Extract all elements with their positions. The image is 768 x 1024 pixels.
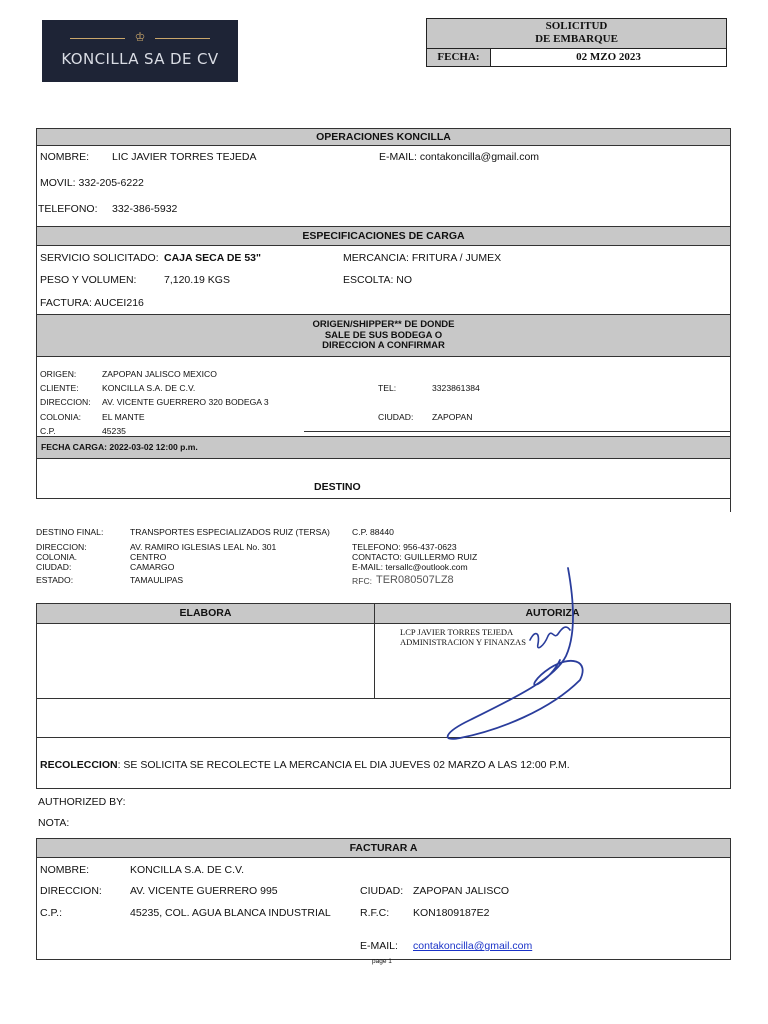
peso-label: PESO Y VOLUMEN: (40, 274, 137, 286)
signature-scribble (440, 560, 600, 750)
destino-cp: C.P. 88440 (352, 527, 394, 537)
carga-band: ESPECIFICACIONES DE CARGA (36, 226, 731, 246)
autoriza-dept: ADMINISTRACION Y FINANZAS (400, 637, 526, 647)
destino-rfc-label: RFC: (352, 576, 373, 586)
fact-rfc-value: KON1809187E2 (413, 907, 490, 919)
telefono-label: TELEFONO: (38, 203, 98, 215)
nombre-value: LIC JAVIER TORRES TEJEDA (112, 151, 257, 163)
fact-nombre-value: KONCILLA S.A. DE C.V. (130, 864, 244, 876)
facturar-left (36, 858, 37, 960)
origen-value: ZAPOPAN JALISCO MEXICO (102, 369, 217, 379)
fact-cp-value: 45235, COL. AGUA BLANCA INDUSTRIAL (130, 907, 331, 919)
movil-text: MOVIL: 332-205-6222 (40, 177, 144, 189)
mercancia-text: MERCANCIA: FRITURA / JUMEX (343, 252, 502, 264)
direccion-value: AV. VICENTE GUERRERO 320 BODEGA 3 (102, 397, 269, 407)
destino-estado-value: TAMAULIPAS (130, 575, 184, 585)
fact-email-link[interactable]: contakoncilla@gmail.com (413, 940, 533, 952)
fact-direccion-label: DIRECCION: (40, 885, 102, 897)
destino-direccion-label: DIRECCION: (36, 542, 87, 552)
firmas-rule (36, 698, 731, 699)
authorized-by: AUTHORIZED BY: (38, 796, 126, 808)
telefono-value: 332-386-5932 (112, 203, 178, 215)
destino-direccion-value: AV. RAMIRO IGLESIAS LEAL No. 301 (130, 542, 277, 552)
elabora-band: ELABORA (36, 603, 375, 624)
firmas-divider (374, 624, 375, 698)
frame-right (730, 128, 731, 460)
origen-title-line-2: SALE DE SUS BODEGA O (324, 329, 443, 341)
direccion-label: DIRECCION: (40, 397, 91, 407)
fecha-label: FECHA: (427, 49, 491, 66)
colonia-value: EL MANTE (102, 412, 145, 422)
recoleccion-body: : SE SOLICITA SE RECOLECTE LA MERCANCIA EL DIA JUEVES 02 MARZO A LAS 12:00 P.M. (117, 759, 570, 771)
recoleccion-label: RECOLECCION (40, 759, 118, 771)
destino-title: DESTINO (314, 481, 361, 493)
fact-email-label: E-MAIL: (360, 940, 398, 952)
frame-left-destino (36, 460, 37, 498)
cp-value: 45235 (102, 426, 126, 436)
autoriza-name: LCP JAVIER TORRES TEJEDA (400, 627, 514, 637)
factura-text: FACTURA: AUCEI216 (40, 297, 144, 309)
servicio-value: CAJA SECA DE 53" (164, 252, 261, 264)
origen-title-line-1: ORIGEN/SHIPPER** DE DONDE (312, 319, 455, 330)
origen-rule (304, 431, 731, 432)
autoriza-band: AUTORIZA (374, 603, 731, 624)
tel-label: TEL: (378, 383, 397, 393)
ciudad-label: CIUDAD: (378, 412, 414, 422)
page-label: page 1 (372, 958, 392, 965)
nota-label: NOTA: (38, 817, 70, 829)
document-header (426, 18, 727, 67)
recoleccion-top-rule (36, 737, 731, 738)
destino-colonia-label: COLONIA. (36, 552, 78, 562)
origen-label: ORIGEN: (40, 369, 77, 379)
frame-right-tick (730, 498, 731, 512)
fact-ciudad-value: ZAPOPAN JALISCO (413, 885, 510, 897)
colonia-label: COLONIA: (40, 412, 82, 422)
destino-final-label: DESTINO FINAL: (36, 527, 104, 537)
logo-text: KONCILLA SA DE CV (61, 50, 219, 68)
recoleccion-text (40, 759, 570, 771)
cliente-value: KONCILLA S.A. DE C.V. (102, 383, 196, 393)
frame-left (36, 128, 37, 460)
facturar-band: FACTURAR A (36, 838, 731, 858)
frame-right-destino (730, 460, 731, 498)
destino-ciudad-label: CIUDAD: (36, 562, 72, 572)
facturar-right (730, 858, 731, 960)
recoleccion-bottom-rule (36, 788, 731, 789)
destino-final-value: TRANSPORTES ESPECIALIZADOS RUIZ (TERSA) (130, 527, 330, 537)
title-line-1: SOLICITUD (545, 20, 608, 32)
fact-nombre-label: NOMBRE: (40, 864, 90, 876)
firmas-left (36, 624, 37, 788)
cliente-label: CLIENTE: (40, 383, 79, 393)
destino-contacto: CONTACTO: GUILLERMO RUIZ (352, 552, 478, 562)
destino-telefono: TELEFONO: 956-437-0623 (352, 542, 457, 552)
nombre-label: NOMBRE: (40, 151, 90, 163)
fact-direccion-value: AV. VICENTE GUERRERO 995 (130, 885, 278, 897)
operaciones-band: OPERACIONES KONCILLA (36, 128, 731, 146)
operaciones-email: E-MAIL: contakoncilla@gmail.com (379, 151, 540, 163)
fecha-value: 02 MZO 2023 (576, 51, 641, 63)
tel-value: 3323861384 (432, 383, 480, 393)
company-logo (42, 20, 238, 82)
destino-email: E-MAIL: tersallc@outlook.com (352, 562, 468, 572)
crown-icon: ♔ (134, 30, 146, 44)
ciudad-value: ZAPOPAN (432, 412, 473, 422)
destino-rfc-value: TER080507LZ8 (376, 574, 454, 586)
peso-value: 7,120.19 KGS (164, 274, 230, 286)
fecha-carga-band: FECHA CARGA: 2022-03-02 12:00 p.m. (36, 436, 731, 459)
destino-ciudad-value: CAMARGO (130, 562, 175, 572)
destino-estado-label: ESTADO: (36, 575, 74, 585)
fact-rfc-label: R.F.C: (360, 907, 390, 919)
fact-ciudad-label: CIUDAD: (360, 885, 404, 897)
firmas-right (730, 624, 731, 788)
destino-bottom-rule (36, 498, 731, 499)
origen-band (36, 314, 731, 357)
title-line-2: DE EMBARQUE (535, 33, 618, 45)
destino-colonia-value: CENTRO (130, 552, 167, 562)
cp-label: C.P. (40, 426, 56, 436)
servicio-label: SERVICIO SOLICITADO: (40, 252, 159, 264)
fact-cp-label: C.P.: (40, 907, 62, 919)
origen-title-line-3: DIRECCION A CONFIRMAR (322, 340, 445, 351)
escolta-text: ESCOLTA: NO (343, 274, 413, 286)
document-title (427, 19, 726, 49)
